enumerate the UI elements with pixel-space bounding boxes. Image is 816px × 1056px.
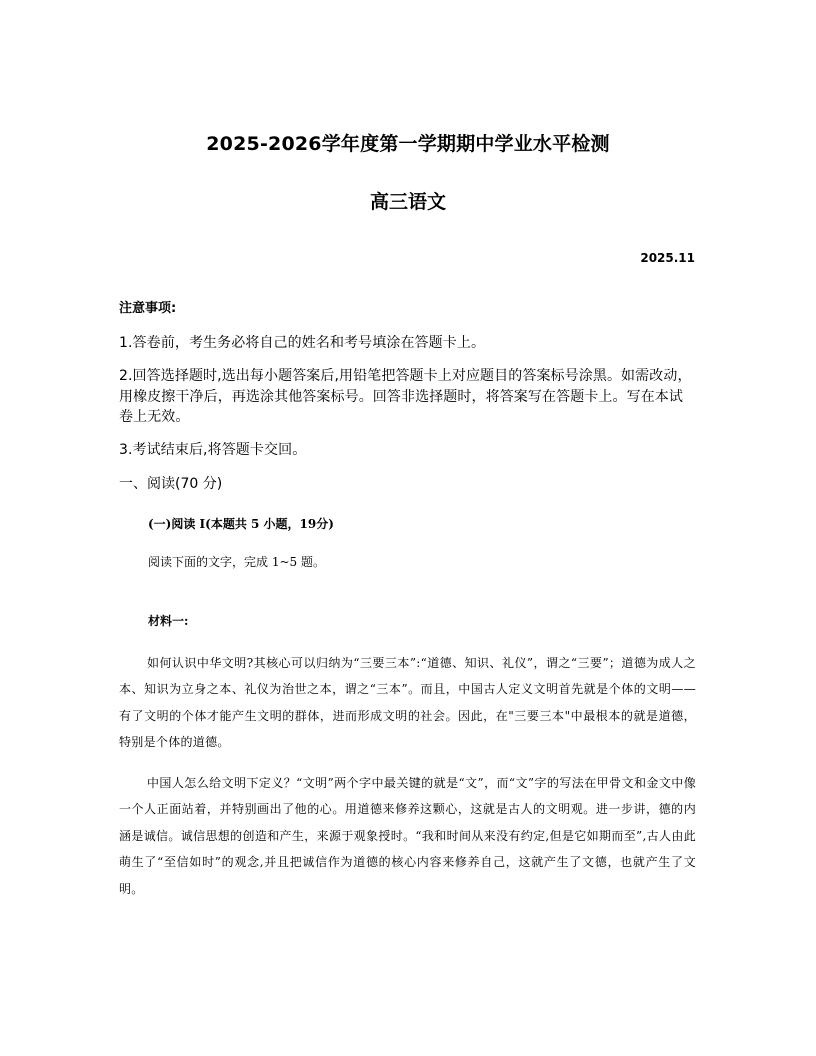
note-item: 2.回答选择题时,选出每小题答案后,用铅笔把答题卡上对应题目的答案标号涂黑。如需改动，用橡皮擦干净后，再选涂其他答案标号。回答非选择题时，将答案写在答题卡上。写在本试卷上无效。 — [119, 368, 692, 425]
material-label: 材料一: — [148, 614, 189, 628]
note-item: 3.考试结束后,将答题卡交回。 — [119, 442, 307, 458]
material-paragraph: 如何认识中华文明?其核心可以归纳为“三要三本”:“道德、知识、礼仪”，谓之“三要”；道德为成人之本、知识为立身之本、礼仪为治世之本，谓之“三本”。而且，中国古人定义文明首先就是个体的文明——有了文明的个体才能产生文明的群体，进而形成文明的社会。因此，在"三要三本"中最根本的就是道德，特别是个体的道德。 — [119, 656, 696, 750]
reading-heading: (一)阅读 I(本题共 5 小题，19分) — [148, 517, 334, 531]
note-item: 1.答卷前，考生务必将自己的姓名和考号填涂在答题卡上。 — [119, 335, 486, 351]
exam-date: 2025.11 — [640, 251, 695, 265]
exam-title: 2025-2026学年度第一学期期中学业水平检测 — [206, 133, 610, 155]
exam-subject: 高三语文 — [369, 191, 446, 213]
material-paragraph: 中国人怎么给文明下定义？“文明”两个字中最关键的就是“文”，而“文”字的写法在甲骨文和金文中像一个人正面站着，并特别画出了他的心。用道德来修养这颗心，这就是古人的文明观。进一步讲，德的内涵是诚信。诚信思想的创造和产生，来源于观象授时。“我和时间从来没有约定,但是它如期而至”,古人由此萌生了“至信如时”的观念,并且把诚信作为道德的核心内容来修养自己，这就产生了文德，也就产生了文明。 — [119, 776, 696, 896]
section-heading: 一、阅读(70 分) — [119, 476, 223, 492]
notes-heading: 注意事项: — [119, 301, 177, 316]
reading-instruction: 阅读下面的文字，完成 1~5 题。 — [148, 555, 325, 569]
